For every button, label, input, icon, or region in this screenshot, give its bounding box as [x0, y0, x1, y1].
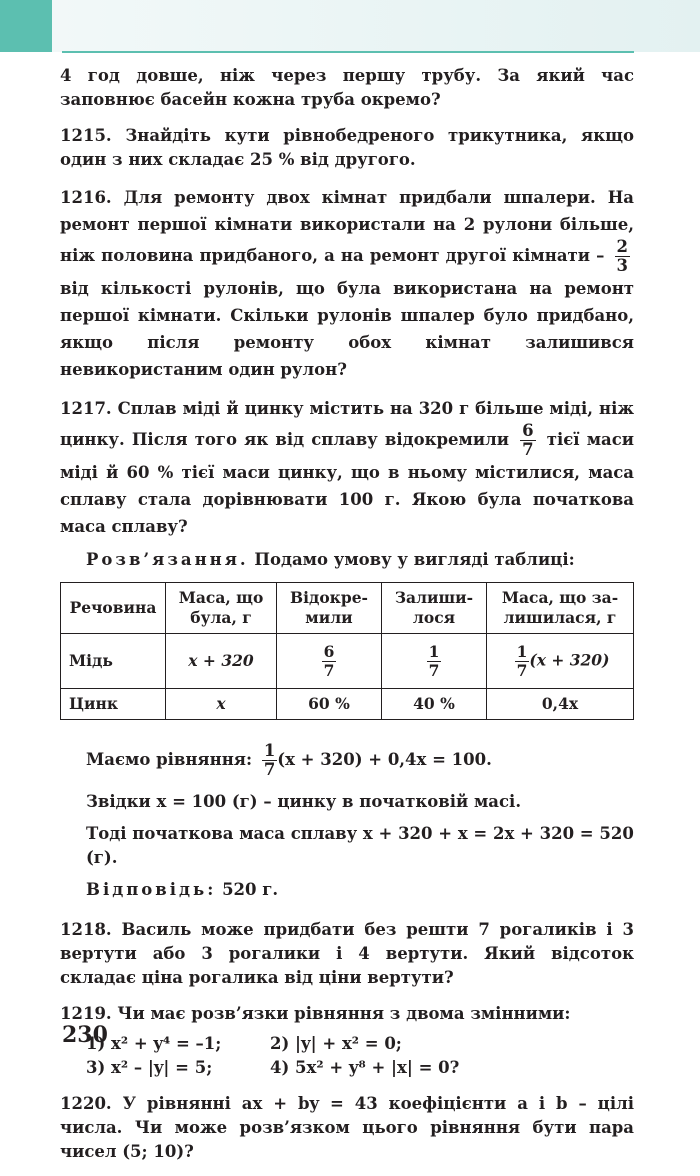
- problem-1216: [60, 184, 634, 383]
- problem-text-part2: тієї маси міді й 60 % тієї маси цинку, що в ньому містилися, маса сплаву стала дорівнювати 100 г. Якою була початкова маса сплаву?: [60, 430, 635, 536]
- table-header-row: [61, 583, 634, 634]
- solution-text: Подамо умову у вигляді таблиці:: [254, 550, 575, 569]
- problem-1217: [60, 395, 634, 540]
- problem-number: 1220.: [60, 1094, 112, 1113]
- table-header-cell: Залиши-лося: [382, 583, 487, 634]
- numerator: 1: [428, 641, 440, 661]
- equation-item: 2) |y| + x² = 0;: [270, 1034, 402, 1053]
- denominator: 7: [428, 660, 440, 680]
- problem-1220: [60, 1092, 634, 1164]
- problem-number: 1218.: [60, 920, 112, 939]
- fraction: [262, 742, 277, 779]
- table-header-cell: Відокре-мили: [277, 583, 382, 634]
- header-band: [0, 0, 700, 52]
- mass-expression: x: [216, 694, 226, 713]
- problem-text: Василь може придбати без решти 7 рогаликів і 3 вертути або 3 рогалики і 4 вертути. Який відсоток складає ціна рогалика від ціни вертути?: [60, 920, 634, 987]
- problem-text: У рівнянні ax + by = 43 коефіцієнти a і b – цілі числа. Чи може розв’язком цього рівняння бути пара чисел (5; 10)?: [60, 1094, 635, 1161]
- table-row: [61, 634, 634, 689]
- table-cell: 0,4x: [487, 689, 634, 720]
- problem-text-part1: Для ремонту двох кімнат придбали шпалери. На ремонт першої кімнати використали на 2 рулони більше, ніж половина придбаного, а на ремонт другої кімнати –: [60, 188, 634, 265]
- problem-number: 1216.: [60, 188, 112, 207]
- denominator: 7: [522, 440, 534, 459]
- table-cell: [487, 634, 634, 689]
- table-row: [61, 689, 634, 720]
- corner-tab: [0, 0, 52, 52]
- problem-text: Чи має розв’язки рівняння з двома змінними:: [117, 1004, 571, 1023]
- equation-line: [86, 738, 634, 782]
- numerator: 1: [516, 641, 528, 661]
- page-number: 230: [62, 1022, 108, 1048]
- equation-item: 1) x² + y⁴ = –1;: [86, 1034, 222, 1053]
- equation-row: [86, 1056, 634, 1080]
- step-line: Тоді початкова маса сплаву x + 320 + x = 2x + 320 = 520 (г).: [86, 824, 634, 867]
- answer-label: Відповідь:: [86, 880, 217, 899]
- solution-steps: [60, 738, 634, 902]
- equation-item: 4) 5x² + y⁸ + |x| = 0?: [270, 1058, 460, 1077]
- solution-label: Розв’язання.: [86, 550, 249, 569]
- answer-value: 520 г.: [222, 880, 279, 899]
- table-header-cell: Маса, що була, г: [166, 583, 277, 634]
- problem-text-part1: Сплав міді й цинку містить на 320 г більше міді, ніж цинку. Після того як від сплаву відокремили: [60, 399, 634, 449]
- solution-intro: [60, 548, 634, 572]
- equation-rest: (x + 320) + 0,4x = 100.: [277, 750, 492, 769]
- fraction: [322, 643, 337, 680]
- denominator: 7: [263, 760, 276, 779]
- page-content: [60, 64, 634, 1176]
- table-cell: Мідь: [61, 634, 166, 689]
- denominator: 7: [516, 660, 528, 680]
- table-cell: Цинк: [61, 689, 166, 720]
- fraction: [520, 422, 535, 459]
- table-header-cell: Речовина: [61, 583, 166, 634]
- problem-1218: [60, 918, 634, 990]
- problem-text-part2: від кількості рулонів, що була використана на ремонт першої кімнати. Скільки рулонів шпалер було придбано, якщо після ремонту обох кімнат залишився невикористаним один рулон?: [60, 279, 634, 379]
- problem-number: 1217.: [60, 399, 112, 418]
- table-cell: [166, 689, 277, 720]
- table-cell: [277, 634, 382, 689]
- table-header-cell: Маса, що за-лишилася, г: [487, 583, 634, 634]
- denominator: 7: [323, 660, 335, 680]
- paragraph-intro: 4 год довше, ніж через першу трубу. За який час заповнює басейн кожна труба окремо?: [60, 66, 634, 109]
- remainder-expression: (x + 320): [529, 650, 610, 669]
- mass-expression: x + 320: [188, 651, 254, 670]
- fraction: [427, 643, 442, 680]
- table-cell: [166, 634, 277, 689]
- problem-text: Знайдіть кути рівнобедреного трикутника, якщо один з них складає 25 % від другого.: [60, 126, 635, 169]
- header-rule: [62, 51, 634, 53]
- table-cell: 60 %: [277, 689, 382, 720]
- table-cell: 40 %: [382, 689, 487, 720]
- numerator: 2: [616, 237, 628, 256]
- equation-row: [86, 1032, 634, 1056]
- step-line: Звідки x = 100 (г) – цинку в початковій масі.: [86, 792, 522, 811]
- denominator: 3: [616, 256, 628, 275]
- problem-number: 1219.: [60, 1004, 112, 1023]
- equation-item: 3) x² – |y| = 5;: [86, 1058, 213, 1077]
- equation-list: [60, 1032, 634, 1080]
- problem-number: 1215.: [60, 126, 112, 145]
- problem-1219: [60, 1002, 634, 1026]
- fraction: [515, 643, 530, 680]
- numerator: 1: [263, 741, 276, 760]
- answer-line: [86, 878, 634, 902]
- problem-1215: [60, 124, 634, 172]
- table-cell: [382, 634, 487, 689]
- equation-lead: Маємо рівняння:: [86, 750, 253, 769]
- fraction: [615, 238, 630, 275]
- numerator: 6: [522, 421, 534, 440]
- numerator: 6: [323, 641, 335, 661]
- data-table: [60, 582, 634, 720]
